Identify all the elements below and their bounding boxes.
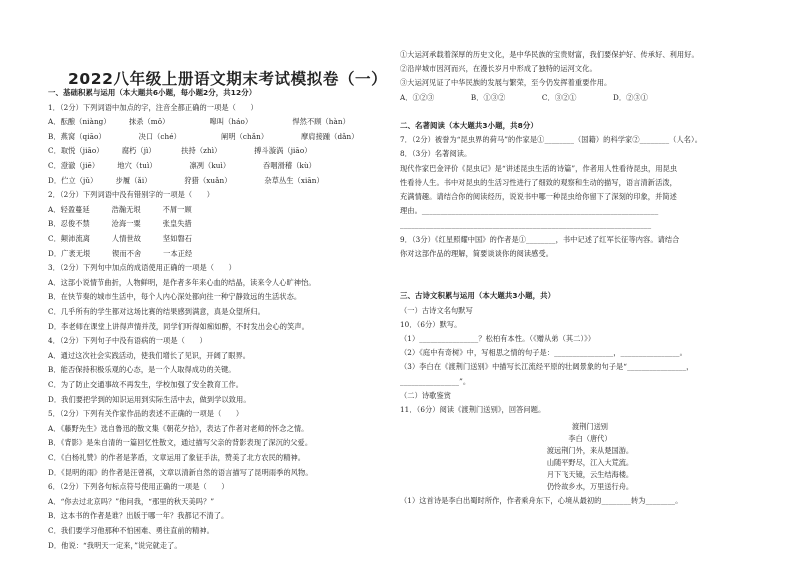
text-line: D．李老师在课堂上讲得声情并茂，同学们听得如痴如醉，不时发出会心的笑声。 [48, 321, 309, 331]
text-line: C．几乎所有的学生都对这场比赛的结果感到满意，真是众望所归。 [48, 307, 265, 316]
text-line: B．这本书的作者是谁？出版于哪一年？我都记不清了。 [48, 511, 229, 521]
poem-title: 渡荆门送别 [572, 422, 608, 432]
text-line: C．我们要学习他那种不怕困难、勇往直前的精神。 [48, 526, 214, 535]
text-line: 现代作家巴金评价《昆虫记》是“讲述昆虫生活的诗篇”，作者用人性看待昆虫，用昆虫 [400, 163, 678, 173]
section-heading: 一、基础积累与运用（本大题共6小题，每小题2分，共12分） [48, 88, 257, 97]
text-line: 2．（2分）下列词语中没有错别字的一项是（ ） [48, 190, 215, 200]
text-line: ③大运河见证了中华民族的发展与繁荣，至今仍发挥着重要作用。 [400, 78, 612, 88]
text-line: 性看待人生。书中对昆虫的生活习性进行了细致的观察和生动的描写，语言清新活泼， [400, 177, 677, 187]
text-line: 10．（6分）默写。 [400, 319, 462, 329]
text-line: C．颠沛流离 人情世故 坚如磐石 [48, 234, 193, 243]
text-line: B．《背影》是朱自清的一篇回忆性散文，通过描写父亲的背影表现了深沉的父爱。 [48, 438, 313, 448]
text-line: A．①②③ B．①③② C．③②① D．②③① [400, 92, 649, 102]
poem-line: 山随平野尽，江入大荒流。 [546, 458, 634, 468]
text-line: D．《昆明的雨》的作者是汪曾祺，文章以清新自然的语言描写了昆明雨季的风物。 [48, 467, 313, 477]
text-line: D．广袤无垠 锲而不舍 一本正经 [48, 248, 193, 258]
text-line: 8．（3分）名著阅读。 [400, 149, 472, 159]
text-line: A．酝酿（niàng） 抹杀（mǒ） 嗥叫（háo） 悍然不顾（hàn） [48, 117, 350, 127]
poem-line: 仍怜故乡水，万里送行舟。 [546, 482, 634, 492]
text-line: A．轻盈蔓延 浩瀚无垠 不屑一顾 [48, 204, 192, 214]
poem-line: 月下飞天镜，云生结海楼。 [546, 470, 634, 480]
poem-author: 李白（唐代） [568, 434, 612, 444]
text-line: 3．（2分）下列句中加点的成语使用正确的一项是（ ） [48, 263, 236, 273]
text-line: 9．（3分）《红星照耀中国》的作者是①________，书中记述了红军长征等内容。请结合 [400, 234, 680, 244]
text-line: 4．（2分）下列句子中没有语病的一项是（ ） [48, 336, 207, 346]
text-line: C．取悦（jiāo） 腐朽（jì） 扶持（zhì） 搏斗漩涡（jiāo） [48, 146, 312, 156]
section-heading: 三、古诗文积累与运用（本大题共3小题，共） [400, 291, 556, 301]
text-line: 理由。________________________________________________________________ [400, 206, 659, 216]
text-line: C．澄澈（jiē） 地穴（tuì） 凛冽（kuì） 吞咽滑稽（kù） [48, 161, 316, 170]
text-line: （一）古诗文名句默写 [400, 305, 473, 315]
text-line: ②沿岸城市因河而兴，在漫长岁月中形成了独特的运河文化。 [400, 64, 597, 74]
text-line: ①大运河承载着深厚的历史文化，是中华民族的宝贵财富，我们要保护好、传承好、利用好。 [400, 50, 699, 59]
text-line: B．在快节奏的城市生活中，每个人内心深处都向往一种宁静致远的生活状态。 [48, 292, 302, 302]
text-line: 1．（2分）下列词语中加点的字，注音全都正确的一项是（ ） [48, 102, 258, 112]
right-column [400, 0, 782, 565]
left-column [48, 0, 388, 565]
text-line: A．通过这次社会实践活动，使我们增长了见识，开阔了眼界。 [48, 350, 251, 360]
text-line: 11．（6分）阅读《渡荆门送别》，回答问题。 [400, 405, 546, 414]
text-line: C．《白杨礼赞》的作者是茅盾，文章运用了象征手法，赞美了北方农民的精神。 [48, 453, 306, 462]
text-line: ________________”。 [400, 376, 471, 386]
text-line: ____________________________________________________________________ [400, 220, 652, 230]
text-line: B．忍俊不禁 沧海一粟 张皇失措 [48, 219, 192, 229]
text-line: 6．（2分）下列各句标点符号使用正确的一项是（ ） [48, 482, 229, 492]
text-line: 7．（2分）被誉为“昆虫界的荷马”的作家是①________（国籍）的科学家②________（人名）。 [400, 135, 702, 145]
question-line: （1）这首诗是李白出蜀时所作，作者乘舟东下，心境从最初的________转为________。 [400, 496, 683, 506]
text-line: B．能否保持积极乐观的心态，是一个人取得成功的关键。 [48, 365, 236, 375]
text-line: 你对这部作品的理解，简要谈谈你的阅读感受。 [400, 248, 554, 258]
text-line: A．“你去过北京吗？”他问我，“那里的秋天美吗？” [48, 496, 215, 506]
text-line: 充满情趣。请结合你的阅读经历，说说书中哪一种昆虫给你留下了深刻的印象，并简述 [400, 192, 677, 201]
poem-line: 渡远荆门外，来从楚国游。 [546, 446, 634, 456]
text-line: （二）诗歌鉴赏 [400, 390, 452, 400]
text-line: （3）李白在《渡荆门送别》中描写长江流经平原的壮阔景象的句子是“________________， [400, 362, 694, 372]
text-line: （1）________________？松柏有本性。（《赠从弟（其二）》） [400, 334, 596, 343]
text-line: D．伫立（jǔ） 步履（ǎi） 狩猎（xuǎn） 杂草丛生（xiān） [48, 175, 324, 185]
page-title: 2022八年级上册语文期末考试模拟卷（一） [68, 70, 388, 88]
text-line: D．我们要把学到的知识运用到实际生活中去，做到学以致用。 [48, 394, 251, 404]
text-line: B．燕窝（qiāo） 决口（ché） 阐明（chǎn） 摩肩接踵（dǎn） [48, 131, 359, 141]
text-line: （2）《庭中有奇树》中，写相思之情的句子是：________________，________________。 [400, 348, 687, 358]
text-line: C．为了防止交通事故不再发生，学校加强了安全教育工作。 [48, 380, 244, 389]
section-heading: 二、名著阅读（本大题共3小题，共8分） [400, 121, 538, 130]
text-line: D．他说：“我明天一定来，”说完就走了。 [48, 540, 182, 550]
text-line: A．这部小说情节曲折，人物鲜明，是作者多年来心血的结晶，读来令人心旷神怡。 [48, 277, 316, 287]
text-line: A．《藤野先生》选自鲁迅的散文集《朝花夕拾》，表达了作者对老师的怀念之情。 [48, 423, 309, 433]
text-line: 5．（2分）下列有关作家作品的表述不正确的一项是（ ） [48, 409, 244, 419]
